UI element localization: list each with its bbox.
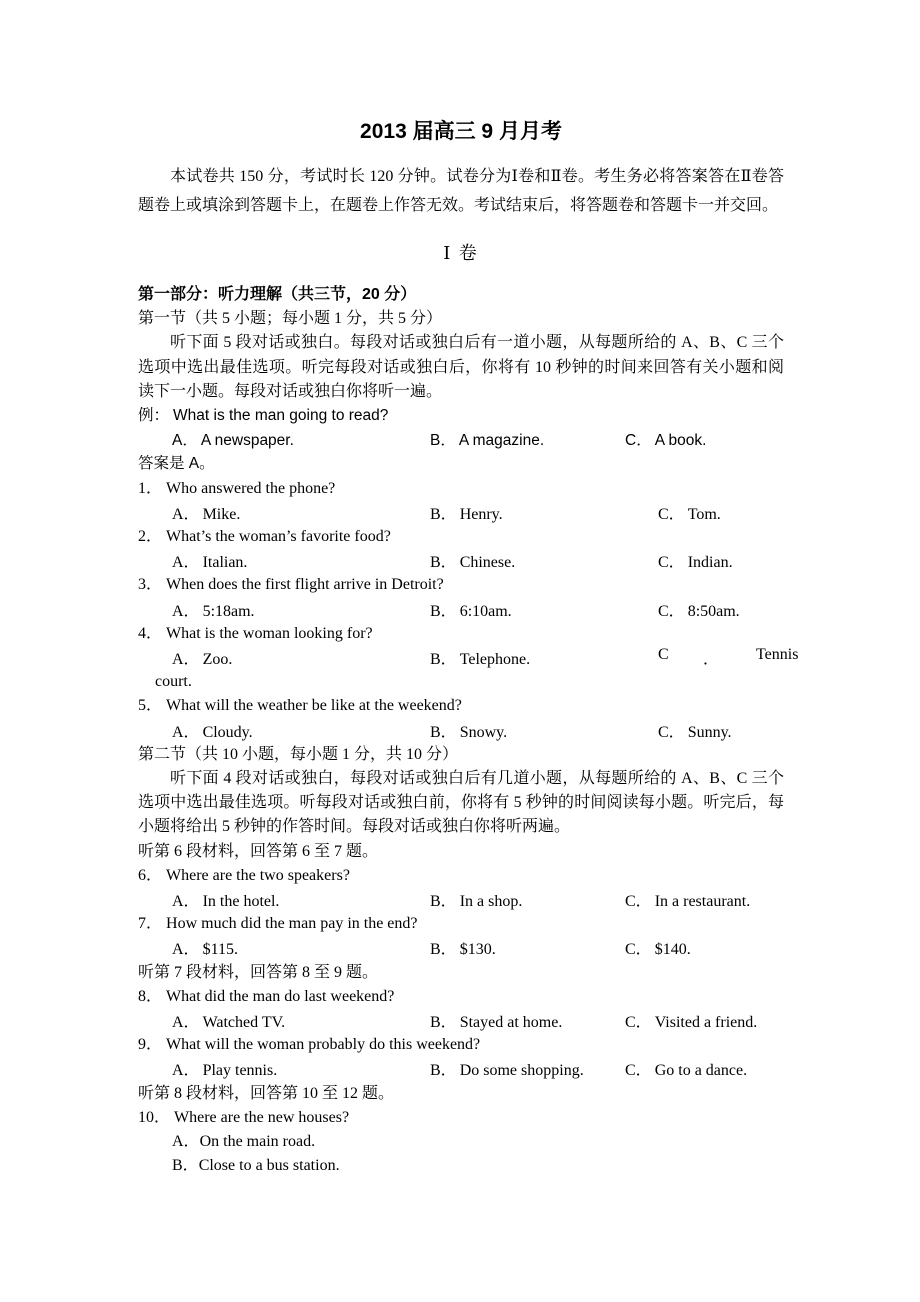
section1-title: 第一节（共 5 小题；每小题 1 分，共 5 分） (138, 310, 443, 328)
option-text: Sunny. (687, 723, 732, 741)
example-label: 例： (138, 407, 170, 425)
option-c-text-line2: court. (155, 673, 192, 691)
option-letter: B． (430, 892, 457, 910)
option-c (658, 598, 740, 621)
option-text: Watched TV. (202, 1013, 286, 1031)
option-c (658, 501, 721, 524)
option-c-letter: C (658, 645, 669, 663)
option-letter: C． (658, 505, 685, 523)
option-letter: B． (430, 554, 457, 572)
option-a (172, 501, 240, 524)
option-text: Do some shopping. (459, 1062, 584, 1080)
option-c (625, 1009, 757, 1032)
option-letter: C． (658, 723, 685, 741)
question-4-line (138, 622, 784, 646)
option-text: 8:50am. (687, 602, 740, 620)
option-b (430, 598, 512, 621)
option-text: In a shop. (459, 892, 523, 910)
option-c (625, 936, 691, 959)
option-letter: C． (625, 941, 652, 959)
example-options-row (138, 428, 784, 452)
question-9-options (138, 1057, 784, 1081)
option-letter: B． (430, 602, 457, 620)
option-text: Cloudy. (202, 723, 253, 741)
question-number: 1． (138, 479, 163, 497)
option-letter: A． (172, 1132, 200, 1150)
option-letter: C． (625, 1062, 652, 1080)
question-text: Who answered the phone? (166, 479, 336, 497)
option-text: Indian. (687, 554, 733, 572)
option-text: Telephone. (459, 650, 531, 668)
option-text: A newspaper. (200, 432, 294, 450)
option-b (430, 719, 507, 742)
option-c (658, 549, 733, 572)
option-letter: C． (625, 892, 652, 910)
option-letter: C． (625, 1013, 652, 1031)
option-text: $130. (459, 941, 496, 959)
option-text: 5:18am. (202, 602, 255, 620)
question-2-options (138, 549, 784, 573)
option-letter: C． (658, 554, 685, 572)
option-b (430, 936, 496, 959)
option-letter: B． (430, 1062, 457, 1080)
section2-title: 第二节（共 10 小题，每小题 1 分，共 10 分） (138, 745, 459, 763)
option-text: Go to a dance. (654, 1062, 748, 1080)
option-text: In a restaurant. (654, 892, 751, 910)
option-letter: A． (172, 892, 200, 910)
option-a (172, 936, 238, 959)
option-text: On the main road. (199, 1132, 316, 1150)
option-b (430, 646, 530, 669)
section1-instructions: 听下面 5 段对话或独白。每段对话或独白后有一道小题，从每题所给的 A、B、C 三个选项中选出最佳选项。听完每段对话或独白后，你将有 10 秒钟的时间来回答有关小题和阅读下一小题。每段对话或独白你将听一遍。 (138, 334, 784, 400)
option-a (172, 598, 255, 621)
option-letter: A． (172, 723, 200, 741)
option-letter: B． (430, 650, 457, 668)
option-text: $115. (202, 941, 238, 959)
question-5-line (138, 694, 784, 718)
option-a (172, 549, 247, 572)
option-text: Henry. (459, 505, 503, 523)
question-number: 6． (138, 866, 163, 884)
option-letter: B． (430, 723, 457, 741)
option-text: Zoo. (202, 650, 233, 668)
option-text: Italian. (202, 554, 248, 572)
option-letter: A． (172, 1013, 200, 1031)
question-10-line (138, 1106, 784, 1130)
example-question-line (138, 404, 784, 428)
option-a (172, 888, 279, 911)
question-text: What will the woman probably do this weekend? (166, 1036, 481, 1054)
option-b (430, 501, 503, 524)
question-number: 2． (138, 528, 163, 545)
option-c-dot: ． (703, 650, 720, 668)
option-letter: A． (172, 1062, 200, 1080)
option-c-text-line1: Tennis (756, 645, 799, 663)
question-text: What will the weather be like at the weekend? (166, 697, 462, 715)
option-text: 6:10am. (459, 602, 512, 620)
option-a (172, 1009, 285, 1032)
option-c (625, 1057, 747, 1080)
question-10-option-b (138, 1154, 784, 1178)
section2-instructions: 听下面 4 段对话或独白，每段对话或独白后有几道小题，从每题所给的 A、B、C 三个选项中选出最佳选项。听每段对话或独白前，你将有 5 秒钟的时间阅读每小题。听完后，每小题将给出 5 秒钟的作答时间。每段对话或独白你将听两遍。 (138, 769, 784, 836)
question-4-options (138, 645, 799, 670)
option-text: $140. (654, 941, 691, 959)
option-letter: A． (172, 554, 200, 572)
question-number: 10． (138, 1108, 171, 1126)
question-text: When does the first flight arrive in Detroit? (166, 576, 444, 594)
material-cue-6: 听第 6 段材料，回答第 6 至 7 题。 (138, 842, 379, 860)
option-text: Visited a friend. (654, 1013, 758, 1031)
question-number: 7． (138, 915, 163, 933)
option-b (430, 1009, 562, 1032)
question-number: 8． (138, 987, 163, 1005)
option-text: A book. (654, 432, 707, 450)
option-letter: A． (172, 432, 198, 450)
question-number: 9． (138, 1036, 163, 1054)
option-a (172, 646, 232, 669)
question-5-options (138, 719, 784, 743)
volume-heading: Ⅰ 卷 (443, 243, 479, 263)
option-c (625, 888, 750, 911)
question-8-line (138, 985, 784, 1009)
option-letter: B． (430, 505, 457, 523)
option-b (430, 888, 522, 911)
option-letter: A． (172, 505, 200, 523)
question-7-line (138, 912, 784, 936)
question-text: What’s the woman’s favorite food? (166, 528, 391, 545)
option-text: A magazine. (458, 432, 545, 450)
question-6-options (138, 888, 784, 912)
option-letter: B． (430, 432, 456, 450)
question-2-line (138, 525, 784, 549)
option-text: Tom. (687, 505, 721, 523)
option-letter: B． (172, 1157, 199, 1175)
example-answer-note: 答案是 A。 (138, 455, 215, 473)
exam-intro: 本试卷共 150 分，考试时长 120 分钟。试卷分为Ⅰ卷和Ⅱ卷。考生务必将答案答在Ⅱ卷答题卷上或填涂到答题卡上，在题卷上作答无效。考试结束后，将答题卷和答题卡一并交回。 (138, 168, 784, 214)
material-cue-8: 听第 8 段材料，回答第 10 至 12 题。 (138, 1084, 395, 1102)
question-7-options (138, 936, 784, 960)
material-cue-7: 听第 7 段材料，回答第 8 至 9 题。 (138, 963, 379, 981)
option-letter: A． (172, 602, 200, 620)
option-text: Close to a bus station. (198, 1157, 340, 1175)
question-text: Where are the two speakers? (166, 866, 350, 884)
question-number: 3． (138, 576, 163, 594)
question-text: Where are the new houses? (174, 1108, 350, 1126)
example-option-c (625, 428, 706, 450)
option-b (430, 1057, 584, 1080)
option-text: Play tennis. (202, 1062, 278, 1080)
option-letter: C． (658, 602, 685, 620)
question-text: What is the woman looking for? (166, 624, 373, 642)
option-a (172, 719, 253, 742)
question-number: 5． (138, 697, 163, 715)
question-3-options (138, 598, 784, 622)
question-3-line (138, 573, 784, 597)
option-letter: B． (430, 941, 457, 959)
example-option-b (430, 428, 544, 450)
option-text: Stayed at home. (459, 1013, 563, 1031)
option-b (430, 549, 515, 572)
question-1-line (138, 477, 784, 501)
question-8-options (138, 1009, 784, 1033)
part1-heading: 第一部分：听力理解（共三节，20 分） (138, 286, 417, 303)
option-c (658, 719, 732, 742)
question-9-line (138, 1033, 784, 1057)
option-letter: A． (172, 941, 200, 959)
question-number: 4． (138, 624, 163, 642)
option-text: Mike. (202, 505, 241, 523)
question-6-line (138, 864, 784, 888)
question-text: What did the man do last weekend? (166, 987, 395, 1005)
option-letter: A． (172, 650, 200, 668)
exam-title: 2013 届高三 9 月月考 (360, 120, 562, 143)
option-text: Chinese. (459, 554, 516, 572)
option-letter: C． (625, 432, 652, 450)
option-text: Snowy. (459, 723, 508, 741)
example-question-text: What is the man going to read? (173, 407, 389, 425)
example-option-a (172, 428, 294, 450)
option-a (172, 1057, 277, 1080)
question-1-options (138, 501, 784, 525)
option-text: In the hotel. (202, 892, 280, 910)
question-text: How much did the man pay in the end? (166, 915, 418, 933)
option-letter: B． (430, 1013, 457, 1031)
question-10-option-a (138, 1130, 784, 1154)
